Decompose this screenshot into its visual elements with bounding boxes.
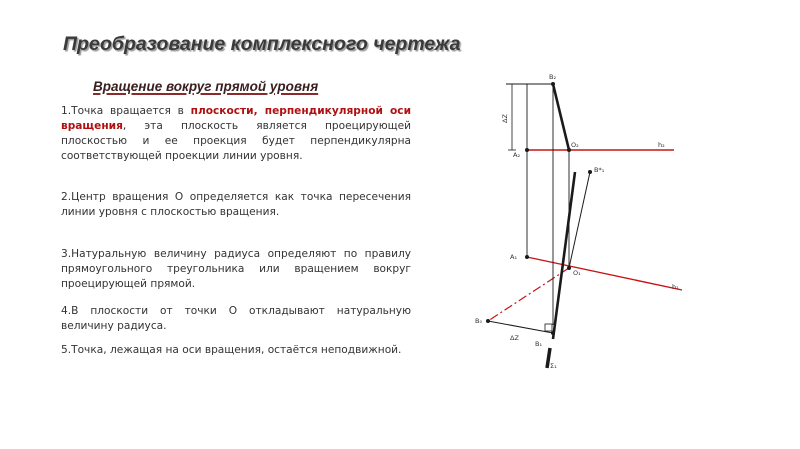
label-h1: h₁	[672, 283, 679, 291]
point-bstar1	[588, 170, 592, 174]
point-o1	[567, 266, 571, 270]
slide-subtitle: Вращение вокруг прямой уровня	[93, 79, 319, 94]
right-angle-mark	[545, 324, 552, 331]
triangle-base	[488, 321, 553, 333]
label-b1: B₁	[535, 340, 543, 348]
paragraph-2: 2.Центр вращения О определяется как точка пересечения линии уровня с плоскостью вращения.	[61, 191, 411, 218]
label-o2: O₂	[571, 141, 579, 149]
b2-o2-segment	[553, 84, 569, 150]
label-b0: B₀	[475, 317, 483, 325]
label-h2: h₂	[658, 141, 665, 149]
label-b2: B₂	[549, 73, 557, 81]
label-s1: Σ₁	[550, 362, 557, 370]
paragraph-1-highlight: плоскости, перпендикулярной оси вращения	[61, 105, 411, 132]
point-a1	[525, 255, 529, 259]
label-a2: A₂	[513, 151, 521, 159]
label-o1: O₁	[573, 269, 581, 277]
paragraph-3: 3.Натуральную величину радиуса определяют по правилу прямоугольного треугольника или вращением вокруг проецирующей прямой.	[61, 248, 411, 290]
point-b0	[486, 319, 490, 323]
point-a2	[525, 148, 529, 152]
paragraph-1-end: , эта плоскость является проецирующей плоскостью и ее проекция будет перпендикулярна соответствующей проекции линии уровня.	[61, 120, 411, 162]
paragraph-5: 5.Точка, лежащая на оси вращения, остаётся неподвижной.	[61, 344, 402, 356]
point-b1	[551, 331, 555, 335]
paragraph-4: 4.В плоскости от точки О откладывают натуральную величину радиуса.	[61, 305, 411, 332]
slide-title: Преобразование комплексного чертежа	[63, 33, 461, 55]
label-dz-bottom: ΔZ	[510, 334, 519, 342]
h1-line	[527, 257, 682, 290]
paragraph-1-start: 1.Точка вращается в	[61, 105, 191, 117]
label-bstar1: B*₁	[594, 166, 605, 174]
point-b2	[551, 82, 555, 86]
label-dz-top: ΔZ	[501, 114, 509, 123]
label-a1: A₁	[510, 253, 518, 261]
